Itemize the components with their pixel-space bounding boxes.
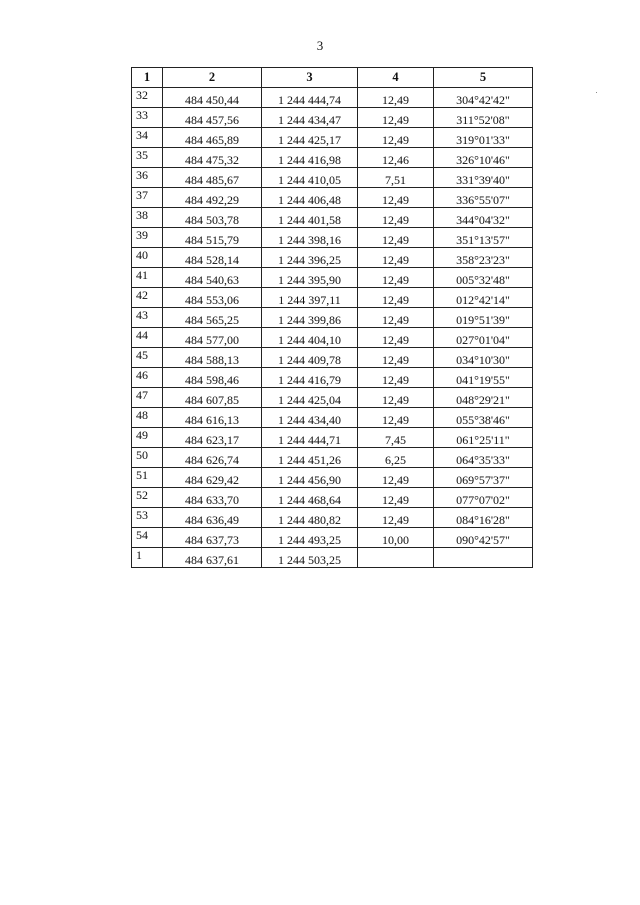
table-row [132,188,533,208]
bearing-cell: 012°42'14" [434,288,533,308]
y-coordinate-cell: 1 244 395,90 [262,268,358,288]
length-cell: 12,49 [358,368,434,388]
bearing-cell: 034°10'30" [434,348,533,368]
y-coordinate-cell: 1 244 434,47 [262,108,358,128]
y-coordinate-cell: 1 244 406,48 [262,188,358,208]
point-number-cell: 51 [132,468,163,488]
bearing-cell: 027°01'04" [434,328,533,348]
x-coordinate-cell: 484 626,74 [163,448,262,468]
point-number-cell: 32 [132,88,163,108]
y-coordinate-cell: 1 244 396,25 [262,248,358,268]
x-coordinate-cell: 484 503,78 [163,208,262,228]
bearing-cell: 358°23'23" [434,248,533,268]
table-row [132,408,533,428]
point-number-cell: 37 [132,188,163,208]
point-number-cell: 46 [132,368,163,388]
table-body [132,88,533,568]
point-number-cell: 54 [132,528,163,548]
bearing-cell: 019°51'39" [434,308,533,328]
x-coordinate-cell: 484 629,42 [163,468,262,488]
table-row [132,548,533,568]
page-number: 3 [316,38,324,53]
x-coordinate-cell: 484 528,14 [163,248,262,268]
table-row [132,368,533,388]
y-coordinate-cell: 1 244 425,04 [262,388,358,408]
point-number-cell: 41 [132,268,163,288]
bearing-cell: 336°55'07" [434,188,533,208]
column-header-length: 4 [358,68,434,88]
column-header-bearing: 5 [434,68,533,88]
table-row [132,308,533,328]
y-coordinate-cell: 1 244 404,10 [262,328,358,348]
table-row [132,448,533,468]
bearing-cell: 319°01'33" [434,128,533,148]
length-cell: 12,49 [358,288,434,308]
point-number-cell: 38 [132,208,163,228]
point-number-cell: 1 [132,548,163,568]
length-cell: 12,49 [358,408,434,428]
y-coordinate-cell: 1 244 480,82 [262,508,358,528]
length-cell: 12,49 [358,468,434,488]
bearing-cell: 351°13'57" [434,228,533,248]
length-cell: 12,49 [358,108,434,128]
x-coordinate-cell: 484 623,17 [163,428,262,448]
bearing-cell: 084°16'28" [434,508,533,528]
length-cell: 7,51 [358,168,434,188]
y-coordinate-cell: 1 244 398,16 [262,228,358,248]
x-coordinate-cell: 484 616,13 [163,408,262,428]
y-coordinate-cell: 1 244 444,71 [262,428,358,448]
point-number-cell: 50 [132,448,163,468]
x-coordinate-cell: 484 633,70 [163,488,262,508]
table-row [132,528,533,548]
y-coordinate-cell: 1 244 410,05 [262,168,358,188]
length-cell: 12,49 [358,128,434,148]
table-row [132,328,533,348]
table-row [132,228,533,248]
length-cell: 12,49 [358,248,434,268]
x-coordinate-cell: 484 598,46 [163,368,262,388]
bearing-cell: 061°25'11" [434,428,533,448]
y-coordinate-cell: 1 244 425,17 [262,128,358,148]
bearing-cell: 344°04'32" [434,208,533,228]
length-cell: 12,49 [358,328,434,348]
x-coordinate-cell: 484 607,85 [163,388,262,408]
bearing-cell: 326°10'46" [434,148,533,168]
y-coordinate-cell: 1 244 434,40 [262,408,358,428]
length-cell: 6,25 [358,448,434,468]
table-row [132,508,533,528]
y-coordinate-cell: 1 244 493,25 [262,528,358,548]
x-coordinate-cell: 484 515,79 [163,228,262,248]
point-number-cell: 43 [132,308,163,328]
length-cell: 12,49 [358,228,434,248]
table-row [132,168,533,188]
x-coordinate-cell: 484 565,25 [163,308,262,328]
x-coordinate-cell: 484 465,89 [163,128,262,148]
x-coordinate-cell: 484 457,56 [163,108,262,128]
length-cell: 12,49 [358,188,434,208]
table-row [132,128,533,148]
length-cell: 12,49 [358,208,434,228]
table-row [132,248,533,268]
bearing-cell: 064°35'33" [434,448,533,468]
x-coordinate-cell: 484 553,06 [163,288,262,308]
x-coordinate-cell: 484 588,13 [163,348,262,368]
table-row [132,208,533,228]
y-coordinate-cell: 1 244 401,58 [262,208,358,228]
bearing-cell: 005°32'48" [434,268,533,288]
y-coordinate-cell: 1 244 399,86 [262,308,358,328]
length-cell: 12,49 [358,508,434,528]
column-header-x: 2 [163,68,262,88]
table-row [132,468,533,488]
column-header-y: 3 [262,68,358,88]
bearing-cell: 041°19'55" [434,368,533,388]
y-coordinate-cell: 1 244 444,74 [262,88,358,108]
x-coordinate-cell: 484 636,49 [163,508,262,528]
y-coordinate-cell: 1 244 456,90 [262,468,358,488]
y-coordinate-cell: 1 244 503,25 [262,548,358,568]
x-coordinate-cell: 484 577,00 [163,328,262,348]
length-cell: 12,49 [358,88,434,108]
bearing-cell: 090°42'57" [434,528,533,548]
length-cell: 12,49 [358,388,434,408]
y-coordinate-cell: 1 244 451,26 [262,448,358,468]
length-cell: 12,49 [358,308,434,328]
bearing-cell: 304°42'42" [434,88,533,108]
scan-speck [596,92,597,93]
bearing-cell: 331°39'40" [434,168,533,188]
point-number-cell: 35 [132,148,163,168]
bearing-cell: 311°52'08" [434,108,533,128]
x-coordinate-cell: 484 485,67 [163,168,262,188]
point-number-cell: 44 [132,328,163,348]
length-cell: 12,49 [358,348,434,368]
point-number-cell: 34 [132,128,163,148]
table-row [132,488,533,508]
x-coordinate-cell: 484 540,63 [163,268,262,288]
y-coordinate-cell: 1 244 416,79 [262,368,358,388]
y-coordinate-cell: 1 244 409,78 [262,348,358,368]
point-number-cell: 40 [132,248,163,268]
y-coordinate-cell: 1 244 468,64 [262,488,358,508]
x-coordinate-cell: 484 637,73 [163,528,262,548]
bearing-cell: 055°38'46" [434,408,533,428]
point-number-cell: 42 [132,288,163,308]
y-coordinate-cell: 1 244 416,98 [262,148,358,168]
length-cell: 10,00 [358,528,434,548]
point-number-cell: 36 [132,168,163,188]
table-row [132,148,533,168]
column-header-point: 1 [132,68,163,88]
y-coordinate-cell: 1 244 397,11 [262,288,358,308]
length-cell [358,548,434,568]
table-row [132,108,533,128]
point-number-cell: 52 [132,488,163,508]
bearing-cell [434,548,533,568]
coordinates-table [131,67,533,568]
point-number-cell: 48 [132,408,163,428]
point-number-cell: 49 [132,428,163,448]
table-row [132,348,533,368]
bearing-cell: 048°29'21" [434,388,533,408]
x-coordinate-cell: 484 475,32 [163,148,262,168]
x-coordinate-cell: 484 637,61 [163,548,262,568]
bearing-cell: 069°57'37" [434,468,533,488]
point-number-cell: 45 [132,348,163,368]
length-cell: 12,46 [358,148,434,168]
length-cell: 12,49 [358,268,434,288]
x-coordinate-cell: 484 450,44 [163,88,262,108]
point-number-cell: 47 [132,388,163,408]
bearing-cell: 077°07'02" [434,488,533,508]
table-row [132,268,533,288]
point-number-cell: 53 [132,508,163,528]
point-number-cell: 33 [132,108,163,128]
length-cell: 12,49 [358,488,434,508]
table-row [132,288,533,308]
table-header-row [132,68,533,88]
table-row [132,388,533,408]
table-row [132,88,533,108]
x-coordinate-cell: 484 492,29 [163,188,262,208]
point-number-cell: 39 [132,228,163,248]
length-cell: 7,45 [358,428,434,448]
table-row [132,428,533,448]
